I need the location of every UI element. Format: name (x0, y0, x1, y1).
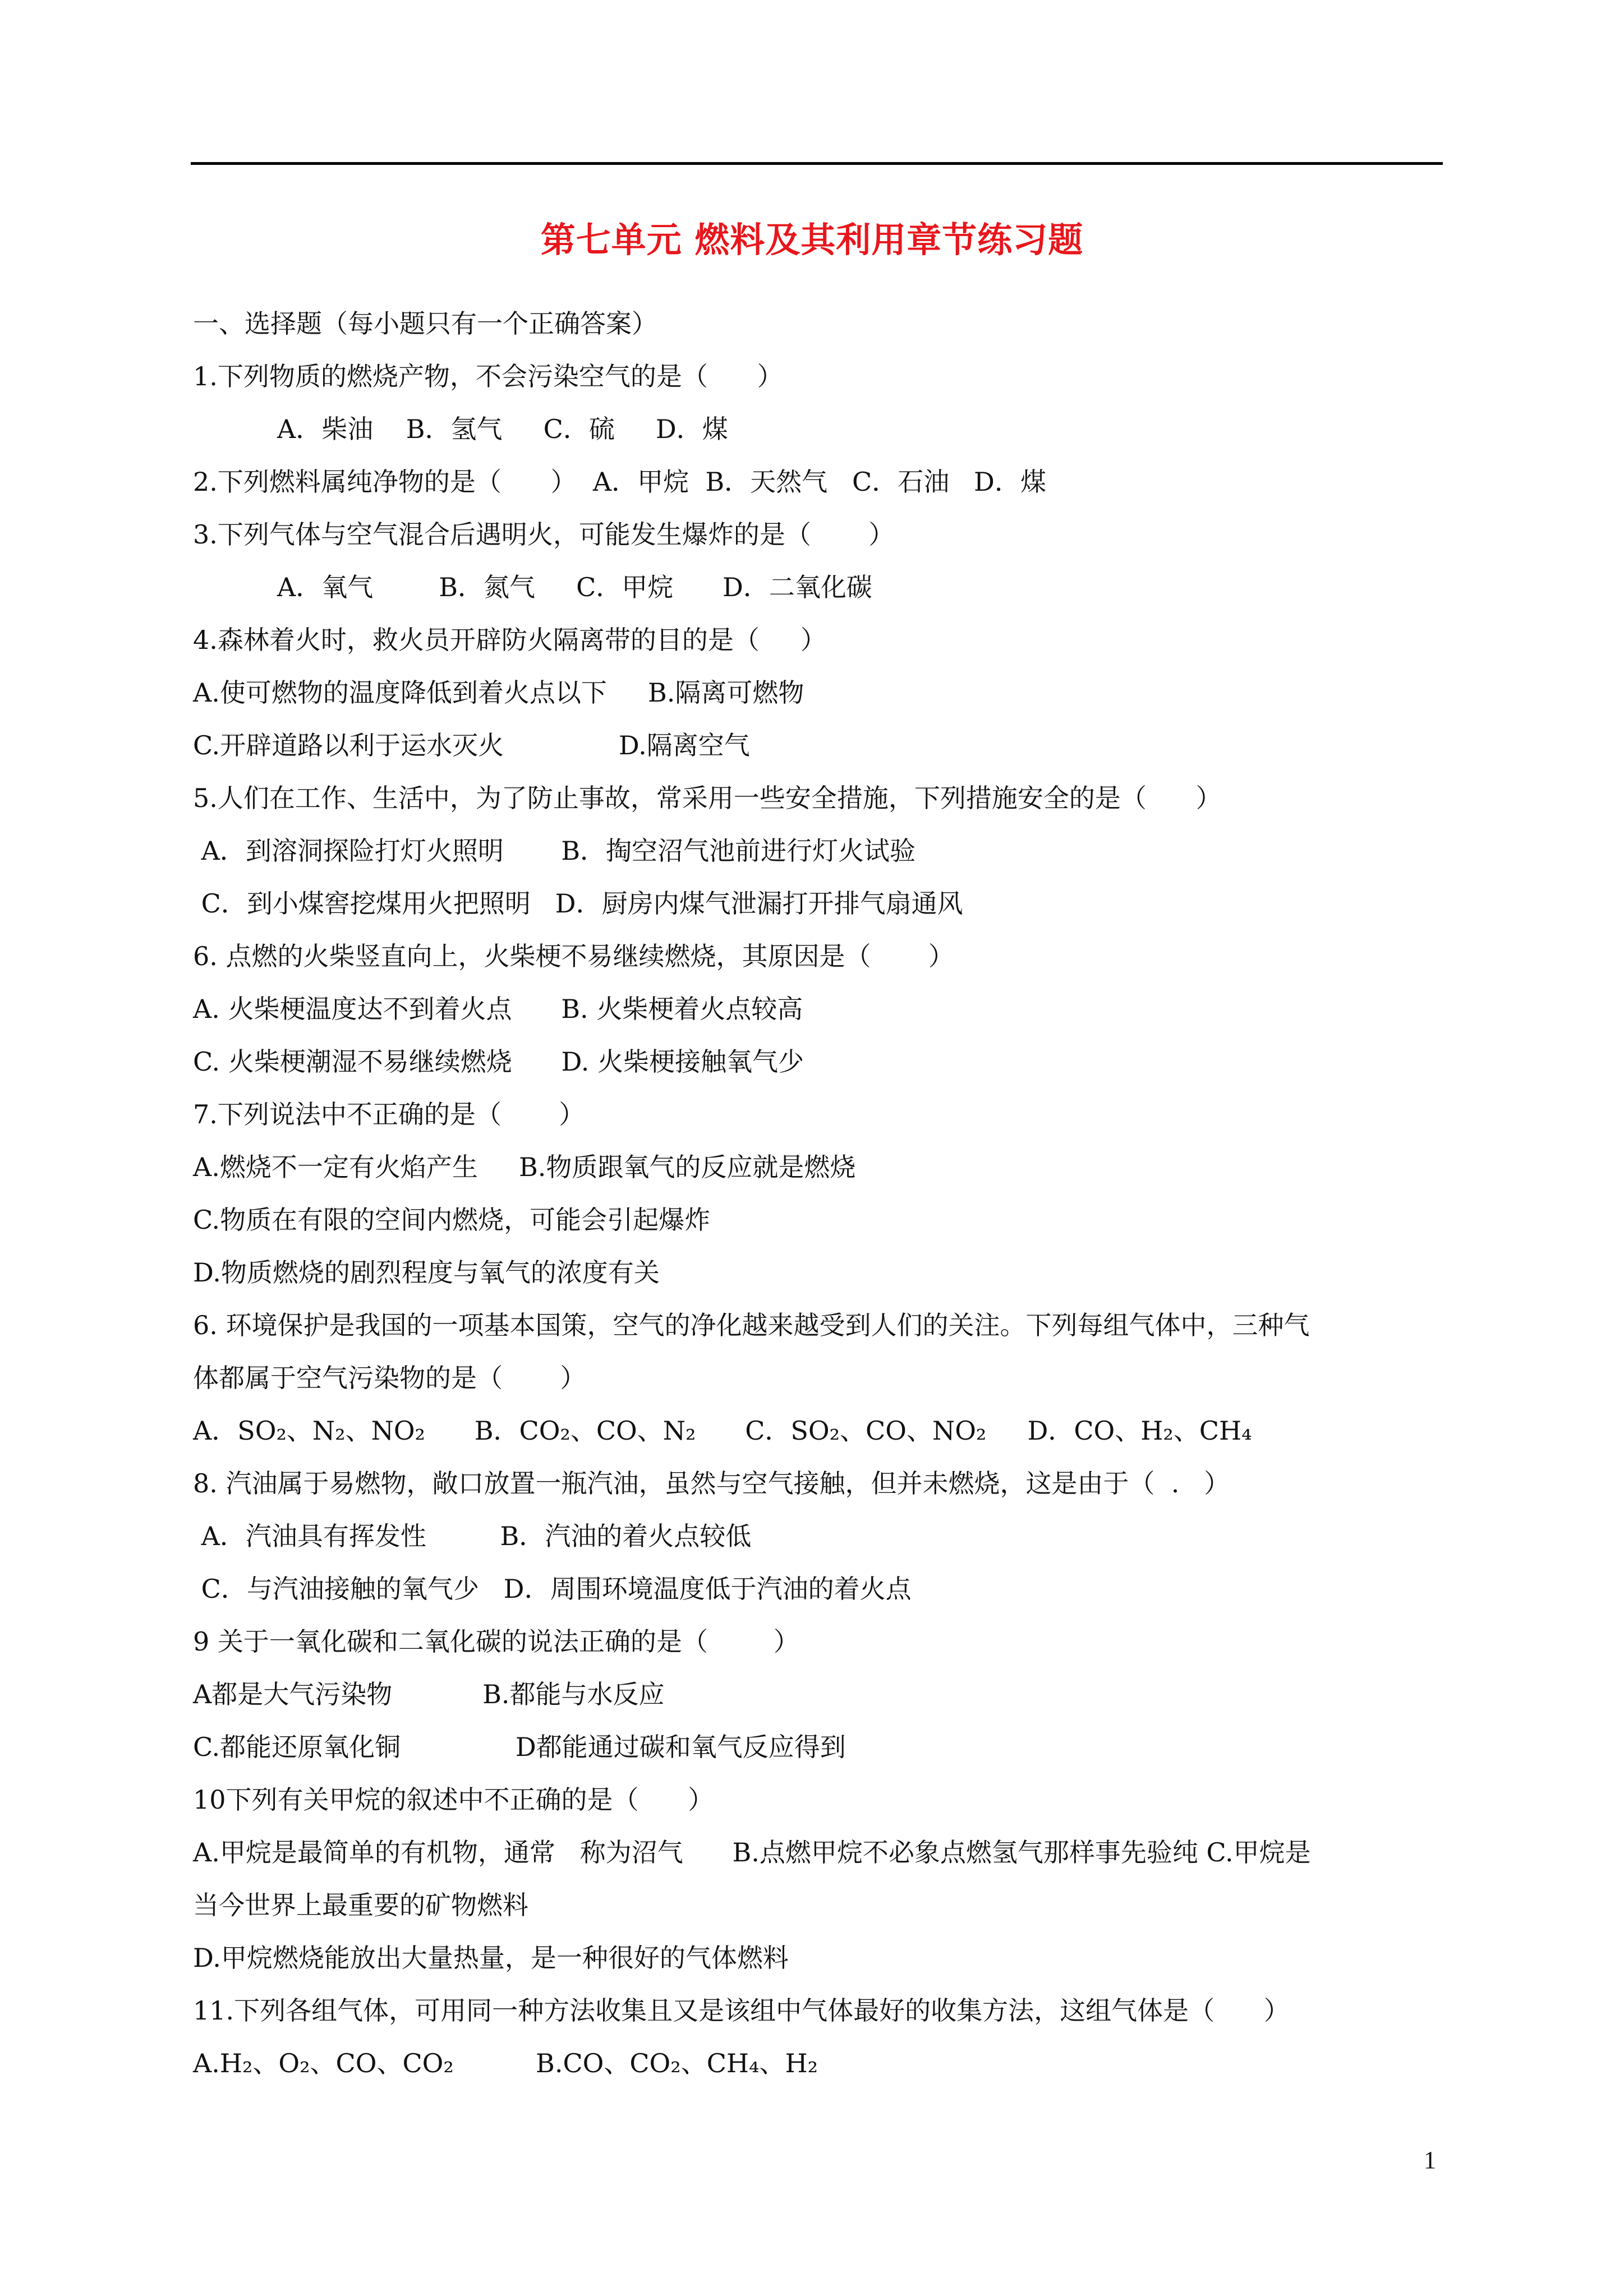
question-5-options-cd: C．到小煤窖挖煤用火把照明 D．厨房内煤气泄漏打开排气扇通风 (193, 888, 963, 919)
question-4-options-cd: C.开辟道路以利于运水灭火 D.隔离空气 (193, 730, 750, 760)
page-number: 1 (1424, 2146, 1436, 2174)
question-8-options-ab: A．汽油具有挥发性 B．汽油的着火点较低 (193, 1521, 752, 1551)
question-11: 11.下列各组气体，可用同一种方法收集且又是该组中气体最好的收集方法，这组气体是（ ） (193, 1995, 1290, 2026)
question-5-options-ab: A．到溶洞探险打灯火照明 B．掏空沼气池前进行灯火试验 (193, 836, 915, 866)
question-2: 2.下列燃料属纯净物的是（ ） A．甲烷 B．天然气 C．石油 D．煤 (193, 467, 1046, 497)
question-6b-cont: 体都属于空气污染物的是（ ） (193, 1363, 586, 1393)
question-6b-options: A．SO₂、N₂、NO₂ B．CO₂、CO、N₂ C．SO₂、CO、NO₂ D．CO、H₂、CH₄ (193, 1416, 1252, 1446)
question-1-options: A．柴油 B．氢气 C．硫 D．煤 (277, 414, 728, 444)
question-10-options-cont: 当今世界上最重要的矿物燃料 (193, 1890, 528, 1920)
question-10-option-d: D.甲烷燃烧能放出大量热量，是一种很好的气体燃料 (193, 1943, 789, 1973)
question-4-options-ab: A.使可燃物的温度降低到着火点以下 B.隔离可燃物 (193, 677, 804, 708)
question-7-options-ab: A.燃烧不一定有火焰产生 B.物质跟氧气的反应就是燃烧 (193, 1152, 856, 1182)
question-7-option-c: C.物质在有限的空间内燃烧，可能会引起爆炸 (193, 1205, 711, 1235)
section-heading: 一、选择题（每小题只有一个正确答案） (193, 308, 657, 339)
question-7-option-d: D.物质燃烧的剧烈程度与氧气的浓度有关 (193, 1257, 660, 1288)
question-9-options-cd: C.都能还原氧化铜 D都能通过碳和氧气反应得到 (193, 1732, 846, 1762)
question-5: 5.人们在工作、生活中，为了防止事故，常采用一些安全措施，下列措施安全的是（ ） (193, 783, 1222, 813)
question-6a-options-ab: A. 火柴梗温度达不到着火点 B. 火柴梗着火点较高 (193, 994, 803, 1024)
header-rule (191, 162, 1443, 165)
question-4: 4.森林着火时，救火员开辟防火隔离带的目的是（ ） (193, 625, 826, 655)
question-6a-options-cd: C. 火柴梗潮湿不易继续燃烧 D. 火柴梗接触氧气少 (193, 1046, 804, 1077)
question-10-options: A.甲烷是最简单的有机物，通常 称为沼气 B.点燃甲烷不必象点燃氢气那样事先验纯 C.甲烷是 (193, 1837, 1311, 1868)
question-9: 9 关于一氧化碳和二氧化碳的说法正确的是（ ） (193, 1626, 799, 1657)
page-title: 第七单元 燃料及其利用章节练习题 (540, 219, 1084, 260)
question-9-options-ab: A都是大气污染物 B.都能与水反应 (193, 1679, 665, 1709)
question-1: 1.下列物质的燃烧产物，不会污染空气的是（ ） (193, 361, 783, 391)
question-7: 7.下列说法中不正确的是（ ） (193, 1099, 585, 1129)
question-6b: 6. 环境保护是我国的一项基本国策，空气的净化越来越受到人们的关注。下列每组气体中，三种气 (193, 1310, 1310, 1340)
question-8: 8. 汽油属于易燃物，敞口放置一瓶汽油，虽然与空气接触，但并未燃烧，这是由于（ . ） (193, 1468, 1230, 1499)
question-8-options-cd: C．与汽油接触的氧气少 D．周围环境温度低于汽油的着火点 (193, 1574, 912, 1604)
question-list (193, 297, 1450, 2090)
question-3: 3.下列气体与空气混合后遇明火，可能发生爆炸的是（ ） (193, 519, 895, 550)
question-10: 10下列有关甲烷的叙述中不正确的是（ ） (193, 1785, 714, 1815)
question-6a: 6. 点燃的火柴竖直向上，火柴梗不易继续燃烧，其原因是（ ） (193, 941, 954, 971)
question-11-options: A.H₂、O₂、CO、CO₂ B.CO、CO₂、CH₄、H₂ (193, 2048, 818, 2078)
question-3-options: A．氧气 B．氮气 C．甲烷 D．二氧化碳 (277, 572, 872, 602)
